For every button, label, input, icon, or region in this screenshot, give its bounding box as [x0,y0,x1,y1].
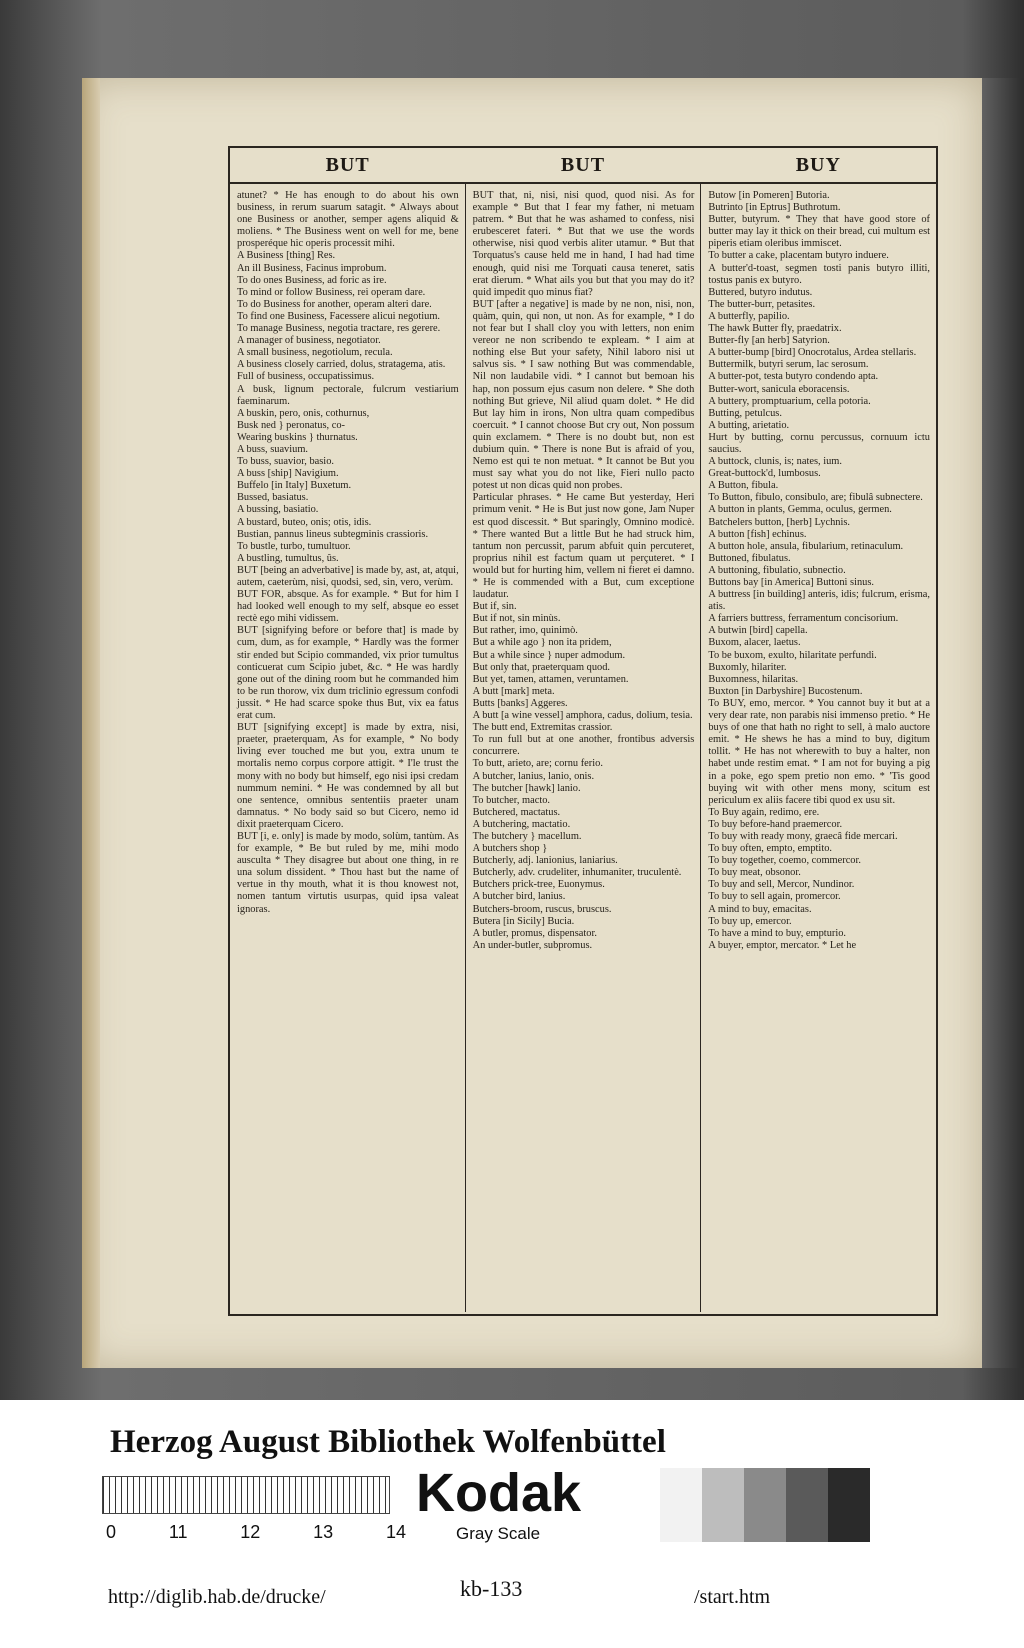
dictionary-entry: Buxomness, hilaritas. [708,673,799,685]
dictionary-entry: Butting, petulcus. [708,407,782,419]
gray-swatch [786,1468,828,1542]
dictionary-entry: To Buy again, redimo, ere. [708,806,820,818]
column-header-1: BUT [325,154,370,176]
ruler-number: 14 [385,1522,406,1542]
column-header-3: BUY [795,154,841,176]
dictionary-entry: Butchers-broom, ruscus, bruscus. [472,903,612,915]
dictionary-entry: Bustian, pannus lineus subtegminis crassioris. [237,528,429,540]
dictionary-entry: But a while since } nuper admodum. [472,649,626,661]
dictionary-entry: Butrinto [in Eptrus] Buthrotum. [708,202,841,214]
dictionary-entry: Butts [banks] Aggeres. [472,697,568,709]
dictionary-entry: Butter-wort, sanicula eboracensis. [708,383,850,395]
gray-swatch [828,1468,870,1542]
dictionary-entry: Butcherly, adj. lanionius, laniarius. [472,855,618,867]
dictionary-entry: An under-butler, subpromus. [472,939,593,951]
digitization-target-card [86,1408,810,1636]
dictionary-entry: BUT that, ni, nisi, nisi quod, quod nisi. As for example * But that I fear my father, ni metuam patrem. * But that he was ashamed to confess, nisi erubesceret fateri. * But that we use the words otherwise, nisi quod verbis aliter utamur. * But that Torquatus's cause held me in hand, I had had time enough, quid nisi me Torquati causa teneret, satis erat dierum. * What ails you but that you may do it? quid impedit quo minus fiat? [472,190,695,298]
dictionary-entry: The butter-burr, petasites. [708,298,816,310]
dictionary-entry: A butterfly, papilio. [708,310,790,322]
dictionary-entry: A butchers shop } [472,843,548,855]
dictionary-entry: The butchery } macellum. [472,830,582,842]
dictionary-entry: Buttoned, fibulatus. [708,552,791,564]
ruler-number: 0 [106,1522,117,1542]
ruler-number: 13 [313,1522,334,1542]
source-url: http://diglib.hab.de/drucke/ [108,1586,326,1608]
dictionary-entry: A Business [thing] Res. [237,250,336,262]
dictionary-text-block [228,146,938,1316]
dictionary-entry: A bustling, tumultus, ûs. [237,552,339,564]
dictionary-entry: To buy to sell again, promercor. [708,891,841,903]
dictionary-entry: A buttress [in building] anteris, idis; fulcrum, erisma, atis. [708,589,931,613]
dictionary-entry: A busk, lignum pectorale, fulcrum vestiarium faeminarum. [237,383,459,407]
dictionary-entry: A butler, promus, dispensator. [472,927,597,939]
dictionary-entry: To run full but at one another, frontibus adversis concurrere. [472,734,695,758]
dictionary-entry: A mind to buy, emacitas. [708,903,812,915]
dictionary-entry: A buyer, emptor, mercator. * Let he [708,939,857,951]
dictionary-entry: A butcher bird, lanius. [472,891,566,903]
dictionary-entry: Buxomly, hilariter. [708,661,787,673]
dictionary-entry: A butt [a wine vessel] amphora, cadus, dolium, tesia. [472,710,693,722]
dictionary-entry: Bussed, basiatus. [237,492,309,504]
dictionary-entry: To Button, fibulo, consibulo, are; fibulâ subnectere. [708,492,923,504]
dictionary-entry: To have a mind to buy, empturio. [708,927,847,939]
measurement-ruler [102,1476,390,1514]
dictionary-entry: The butt end, Extremitas crassior. [472,722,613,734]
dictionary-entry: Buttons bay [in America] Buttoni sinus. [708,577,875,588]
dictionary-entry: To mind or follow Business, rei operam dare. [237,286,426,298]
dictionary-entry: Butchers prick-tree, Euonymus. [472,879,605,891]
dictionary-entry: Butcherly, adv. crudeliter, inhumaniter, truculentè. [472,867,682,879]
dictionary-entry: BUT [signifying except] is made by extra, nisi, praeter, praeterquam, As for example, * No body living ever touched me but you, extra unum te mortalis nemo corpus corpore attigit. * I'le trust the mony with no body but himself, ego nisi ipsi credam nummum nemini. * He was condemned by all but one sentence, omnibus sententiis praeter unam damnatus. * No body said so but Cicero, nemo id dixit praeterquam Cicero. [237,722,459,830]
dictionary-entry: A manager of business, negotiator. [237,335,381,347]
dictionary-entry: An ill Business, Facinus improbum. [237,262,387,274]
dictionary-entry: Great-buttock'd, lumbosus. [708,468,821,480]
dictionary-entry: A buss [ship] Navigium. [237,468,339,480]
dictionary-column-3 [700,184,936,1312]
dictionary-entry: To buy before-hand praemercor. [708,818,843,830]
dictionary-entry: A butter-pot, testa butyro condendo apta. [708,371,879,383]
dictionary-entry: Wearing buskins } thurnatus. [237,431,358,443]
gray-swatch [744,1468,786,1542]
dictionary-entry: To be buxom, exulto, hilaritate perfundi. [708,649,877,661]
gray-swatch [660,1468,702,1542]
dictionary-entry: But a while ago } non ita pridem, [472,637,612,649]
dictionary-entry: To butter a cake, placentam butyro induere. [708,250,889,262]
dictionary-entry: A business closely carried, dolus, stratagema, atis. [237,359,446,371]
dictionary-entry: To find one Business, Facessere alicui negotium. [237,310,441,322]
dictionary-entry: A button hole, ansula, fibularium, retinaculum. [708,540,904,552]
running-header [230,148,936,184]
dictionary-entry: Buffelo [in Italy] Buxetum. [237,480,352,492]
dictionary-entry: To buy up, emercor. [708,915,792,927]
dictionary-entry: To buy meat, obsonor. [708,867,801,879]
dictionary-entry: Busk ned } peronatus, co- [237,419,346,431]
dictionary-entry: Buttered, butyro indutus. [708,286,813,298]
dictionary-entry: Butow [in Pomeren] Butoria. [708,190,830,201]
page-gutter [82,78,100,1368]
dictionary-entry: BUT [after a negative] is made by ne non, nisi, non, quàm, quin, qui non, ut non. As for example, * I do not fear but I shall cloy you with letters, non enim vereor ne non scribendo te expleam. * I aim at nothing else But your safety, Nihil laboro nisi ut salvus sis. * I saw nothing But was commendable, Nil non laudabile vidi. * I cannot but bemoan his hap, non possum ejus casum non delere. * She doth nothing But grieve, Nil aliud quam dolet. * He did But lay him in irons, Non ultra quam compedibus coercuit. * I cannot choose But cry out, Non possum quin exclamem. * There is no doubt but, non est dubium quin. * There is none But is afraid of you, Nemo est qui te non metuat. * It cannot be But you must say what you do not like, Fieri nullo pacto potest ut non dicas quid non probes. [472,298,695,492]
dictionary-entry: Butter, butyrum. * They that have good store of butter may lay it thick on their bread, cui multum est piperis etiam oleribus immiscet. [708,214,931,250]
dictionary-entry: A buskin, pero, onis, cothurnus, [237,407,370,419]
ruler-numbers [106,1522,406,1543]
url-suffix: /start.htm [694,1586,771,1608]
dictionary-entry: Particular phrases. * He came But yesterday, Heri primum venit. * He is But just now gone, Jam Nuper est quod discessit. * But sparingly, Omnino modicè. * There wanted But a little But he had struck him, tantum non percussit, parum abfuit quin percuteret, proprius nihil est factum quam ut perçuteret. * I would but for hurting him, vellem ni fieret ei damno. * He is commended with a But, cum exceptione laudatur. [472,492,695,601]
dictionary-entry: To buss, suavior, basio. [237,456,334,468]
dictionary-entry: The butcher [hawk] lanio. [472,782,581,794]
shelfmark-code: kb-133 [460,1576,523,1601]
dictionary-entry: A buss, suavium. [237,443,309,455]
dictionary-entry: A butcher, lanius, lanio, onis. [472,770,595,782]
dictionary-entry: To do ones Business, ad foric as ire. [237,274,387,286]
dictionary-entry: BUT [signifying before or before that] is made by cum, dum, as for example, * Hardly was the former stir ended but Scipio commanded, vix prior tumultus conticuerat cum Scipio jubet, &c. * He was hardly gone out of the dining room but he commanded him to be run thorow, vix dum triclinio egressum confodi jussit. * He had scarce spoke thus But, vix ea fatus erat cum. [237,625,459,722]
dictionary-entry: To butcher, macto. [472,794,551,806]
dictionary-entry: A butting, arietatio. [708,419,790,431]
dictionary-entry: A butt [mark] meta. [472,685,555,697]
dictionary-entry: BUT [i, e. only] is made by modo, solùm, tantùm. As for example, * Be but ruled by me, mihi modo ausculta * They disagree but about one thing, in re una solum dissident. * Thou hast but the name of vertue in thy mouth, what it is thou knowest not, nomen tantum virtutis usurpas, quid ipsa valeat ignoras. [237,830,459,915]
dictionary-entry: But rather, imo, quinimò. [472,625,578,637]
dictionary-entry: But yet, tamen, attamen, veruntamen. [472,673,629,685]
dictionary-entry: To buy often, empto, emptito. [708,843,832,855]
dictionary-entry: BUT FOR, absque. As for example. * But for him I had looked well enough to my self, absque eo esset rectè ego mihi vidissem. [237,589,459,625]
dictionary-entry: A bussing, basiatio. [237,504,319,516]
dictionary-entry: A buttoning, fibulatio, subnectio. [708,564,846,576]
gray-scale-label: Gray Scale [456,1524,541,1543]
dictionary-entry: But if, sin. [472,601,517,613]
adjacent-page-edge [975,78,1024,1368]
dictionary-entry: Batchelers button, [herb] Lychnis. [708,516,851,528]
dictionary-entry: A butter'd-toast, segmen tosti panis butyro illiti, tostus panis ex butyro. [708,262,931,286]
dictionary-entry: A Button, fibula. [708,480,779,492]
dictionary-entry: But only that, praeterquam quod. [472,661,611,673]
dictionary-entry: Butera [in Sicily] Bucia. [472,915,575,927]
dictionary-entry: Butchered, mactatus. [472,806,561,818]
dictionary-entry: A button in plants, Gemma, oculus, germen. [708,504,892,516]
dictionary-entry: A button [fish] echinus. [708,528,807,540]
dictionary-entry: Butter-fly [an herb] Satyrion. [708,335,830,347]
dictionary-entry: atunet? * He has enough to do about his own business, in rerum suarum satagit. * Always about one Business or another, semper agens aliquid & moliens. * The Business went on well for me, bene prosperéque hic operis processit mihi. [237,190,459,250]
dictionary-column-1 [230,184,465,1312]
column-header-2: BUT [560,154,606,176]
dictionary-entry: To manage Business, negotia tractare, res gerere. [237,323,441,335]
dictionary-column-2 [465,184,701,1312]
dictionary-entry: A small business, negotiolum, recula. [237,347,393,359]
ruler-number: 12 [240,1522,261,1542]
dictionary-entry: The hawk Butter fly, praedatrix. [708,323,842,335]
ruler-number: 11 [168,1522,188,1542]
dictionary-entry: A buttery, promptuarium, cella potoria. [708,395,871,407]
dictionary-entry: To bustle, turbo, tumultuor. [237,540,351,552]
dictionary-entry: Hurt by butting, cornu percussus, cornuum ictu saucius. [708,431,931,455]
dictionary-entry: To do Business for another, operam alteri dare. [237,298,432,310]
dictionary-entry: To buy and sell, Mercor, Nundinor. [708,879,855,891]
dictionary-entry: Buxom, alacer, laetus. [708,637,801,649]
library-name: Herzog August Bibliothek Wolfenbüttel [110,1424,666,1460]
gray-scale-swatches [660,1468,870,1542]
dictionary-entry: A butchering, mactatio. [472,818,571,830]
dictionary-entry: BUT [being an adverbative] is made by, ast, at, atqui, autem, caeterùm, nisi, quodsi, sed, sin, vero, verùm. [237,564,459,588]
gray-swatch [702,1468,744,1542]
dictionary-entry: To BUY, emo, mercor. * You cannot buy it but at a very dear rate, non parabis nisi immenso pretio. * He buys of one that hath no right to sell, à malo auctore emit. * He shews he has a mind to buy, digitum tollit. * He has not wherewith to buy a halter, non habet unde restim emat. * I am not for buying a pig in a poke, ego spem pretio non emo. * 'Tis good buying wit with other mens mony, scitum est periculum ex aliis facere tibi quod ex usu sit. [708,697,931,806]
dictionary-entry: To butt, arieto, are; cornu ferio. [472,758,603,770]
dictionary-entry: A bustard, buteo, onis; otis, idis. [237,516,372,528]
kodak-logo: Kodak [416,1463,582,1523]
dictionary-entry: Buttermilk, butyri serum, lac serosum. [708,359,869,371]
dictionary-entry: To buy together, coemo, commercor. [708,855,861,867]
dictionary-entry: A butter-bump [bird] Onocrotalus, Ardea stellaris. [708,347,917,359]
dictionary-entry: A butwin [bird] capella. [708,625,808,637]
dictionary-entry: Full of business, occupatissimus. [237,371,375,383]
dictionary-entry: A farriers buttress, ferramentum concisorium. [708,613,899,625]
dictionary-entry: A buttock, clunis, is; nates, ium. [708,456,842,468]
dictionary-entry: Buxton [in Darbyshire] Bucostenum. [708,685,863,697]
dictionary-entry: To buy with ready mony, graecâ fide mercari. [708,830,898,842]
dictionary-entry: But if not, sin minùs. [472,613,561,625]
